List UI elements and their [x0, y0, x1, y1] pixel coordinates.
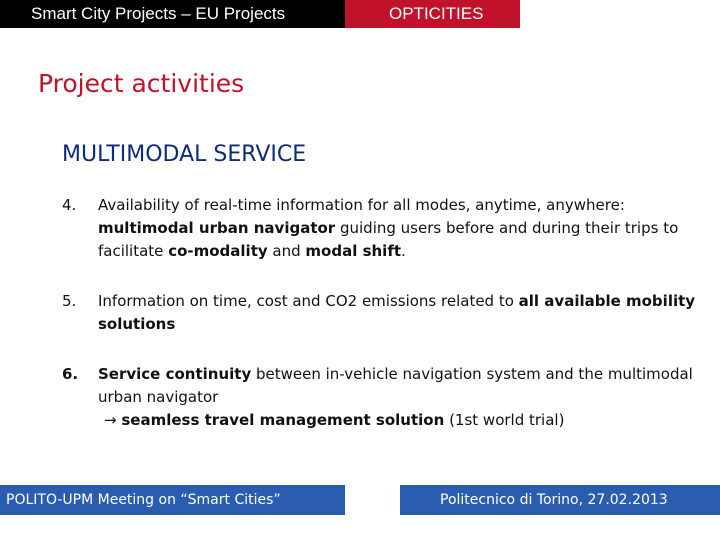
- footer-location-date: Politecnico di Torino, 27.02.2013: [400, 485, 720, 515]
- page-title: Project activities: [38, 69, 245, 98]
- footer-meeting: POLITO-UPM Meeting on “Smart Cities”: [0, 485, 345, 515]
- item-number: 4.: [62, 196, 77, 214]
- header-project-name: OPTICITIES: [345, 0, 520, 28]
- header-project-category: Smart City Projects – EU Projects: [0, 0, 345, 28]
- arrow-icon: →: [104, 411, 122, 429]
- item-text: Service continuity between in-vehicle navigation system and the multimodal urban navigator → seamless travel management solution (1st world trial): [98, 365, 693, 429]
- item-text: Information on time, cost and CO2 emissions related to all available mobility solutions: [98, 292, 696, 333]
- section-title: MULTIMODAL SERVICE: [62, 142, 307, 167]
- activity-item-6: [62, 363, 702, 432]
- activity-item-5: [62, 290, 702, 336]
- item-number: 6.: [62, 365, 79, 383]
- item-text: Availability of real-time information for all modes, anytime, anywhere: multimodal urban navigator guiding users before and during their trips to facilitate co-modality and modal shift.: [98, 196, 679, 260]
- activity-item-4: [62, 194, 702, 263]
- item-number: 5.: [62, 292, 77, 310]
